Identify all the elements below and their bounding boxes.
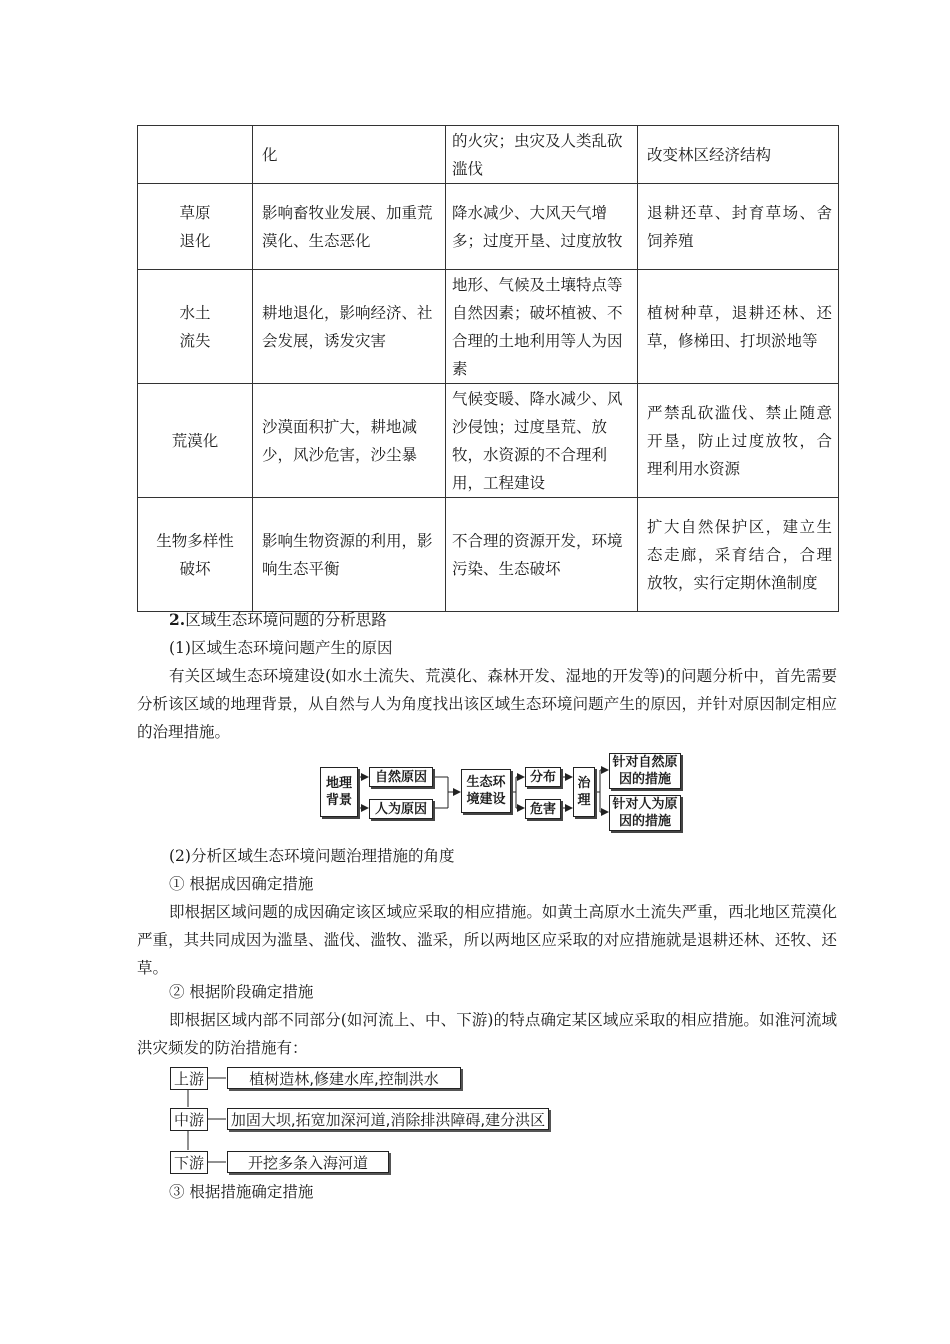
river-middle-label: 中游	[170, 1108, 208, 1131]
measures-cell: 扩大自然保护区，建立生态走廊，采育结合，合理放牧，实行定期休渔制度	[638, 498, 839, 612]
problem-cell: 生物多样性 破坏	[138, 498, 253, 612]
table-row	[138, 384, 839, 498]
problem-cell	[138, 126, 253, 184]
harm-cell: 影响生物资源的利用，影响生态平衡	[253, 498, 446, 612]
river-upper-label: 上游	[170, 1067, 208, 1090]
subheading-1: (1)区域生态环境问题产生的原因	[169, 639, 393, 657]
subheading-2: (2)分析区域生态环境问题治理措施的角度	[169, 847, 455, 865]
river-middle-measures: 加固大坝,拓宽加深河道,消除排洪障碍,建分洪区	[227, 1108, 549, 1130]
cause-cell: 地形、气候及土壤特点等自然因素；破坏植被、不合理的土地利用等人为因素	[446, 270, 638, 384]
cause-cell: 不合理的资源开发，环境污染、生态破坏	[446, 498, 638, 612]
table-row	[138, 498, 839, 612]
problem-cell: 水土 流失	[138, 270, 253, 384]
river-lower-measures: 开挖多条入海河道	[227, 1151, 389, 1173]
problem-cell: 草原 退化	[138, 184, 253, 270]
flow-box-natural-cause: 自然原因	[369, 767, 433, 787]
flow-box-human-measures: 针对人为原 因的措施	[609, 795, 681, 831]
cause-cell: 降水减少、大风天气增多；过度开垦、过度放牧	[446, 184, 638, 270]
flow-box-eco-construction: 生态环 境建设	[461, 769, 511, 813]
measures-cell: 改变林区经济结构	[638, 126, 839, 184]
item-2-text: 即根据区域内部不同部分(如河流上、中、下游)的特点确定某区域应采取的相应措施。如淮河流域洪灾频发的防治措施有：	[137, 1011, 837, 1057]
cause-cell: 气候变暖、降水减少、风沙侵蚀；过度垦荒、放牧，水资源的不合理利用，工程建设	[446, 384, 638, 498]
flow-box-distribution: 分布	[525, 767, 561, 787]
flow-box-human-cause: 人为原因	[369, 799, 433, 819]
problem-cell: 荒漠化	[138, 384, 253, 498]
section-title: 区域生态环境问题的分析思路	[185, 611, 387, 629]
harm-cell: 影响畜牧业发展、加重荒漠化、生态恶化	[253, 184, 446, 270]
eco-problem-table	[137, 125, 839, 612]
harm-cell: 沙漠面积扩大，耕地减少，风沙危害，沙尘暴	[253, 384, 446, 498]
table-row	[138, 270, 839, 384]
item-1-text: 即根据区域问题的成因确定该区域应采取的相应措施。如黄土高原水土流失严重，西北地区荒漠化严重，其共同成因为滥垦、滥伐、滥牧、滥采，所以两地区应采取的对应措施就是退耕还林、还牧、还草。	[137, 903, 837, 977]
item-1-title: ① 根据成因确定措施	[169, 875, 314, 893]
harm-cell: 化	[253, 126, 446, 184]
flow-box-natural-measures: 针对自然原 因的措施	[609, 753, 681, 789]
paragraph-1: 有关区域生态环境建设(如水土流失、荒漠化、森林开发、湿地的开发等)的问题分析中，首先需要分析该区域的地理背景，从自然与人为角度找出该区域生态环境问题产生的原因，并针对原因制定相应的治理措施。	[137, 667, 837, 741]
table-row	[138, 184, 839, 270]
measures-cell: 严禁乱砍滥伐、禁止随意开垦，防止过度放牧，合理利用水资源	[638, 384, 839, 498]
flow-box-harm: 危害	[525, 799, 561, 819]
measures-cell: 退耕还草、封育草场、舍饲养殖	[638, 184, 839, 270]
item-3-title: ③ 根据措施确定措施	[169, 1183, 314, 1201]
river-lower-label: 下游	[170, 1151, 208, 1174]
section-heading	[137, 606, 837, 634]
river-upper-measures: 植树造林,修建水库,控制洪水	[227, 1067, 461, 1089]
flow-box-governance: 治 理	[573, 767, 595, 817]
table-row	[138, 126, 839, 184]
measures-cell: 植树种草，退耕还林、还草，修梯田、打坝淤地等	[638, 270, 839, 384]
flow-box-background: 地理 背景	[320, 767, 358, 817]
harm-cell: 耕地退化，影响经济、社会发展，诱发灾害	[253, 270, 446, 384]
cause-cell: 的火灾；虫灾及人类乱砍滥伐	[446, 126, 638, 184]
section-number: 2.	[169, 610, 186, 629]
item-2-title: ② 根据阶段确定措施	[169, 983, 314, 1001]
